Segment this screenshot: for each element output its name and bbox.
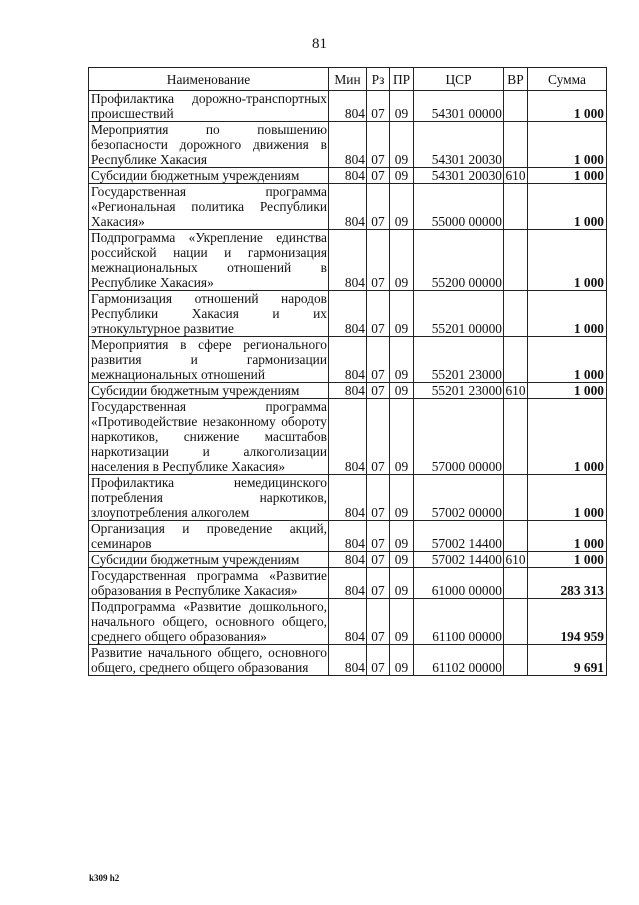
row-vr (504, 291, 528, 337)
row-csr: 61000 00000 (414, 568, 504, 599)
footer-code: k309 h2 (89, 873, 120, 883)
row-pr: 09 (390, 230, 414, 291)
row-min: 804 (329, 291, 367, 337)
header-name: Наименование (89, 68, 329, 91)
row-min: 804 (329, 383, 367, 399)
row-sum: 1 000 (528, 91, 607, 122)
row-name: Подпрограмма «Укрепление единства российской нации и гармонизация межнациональных отношений в Республике Хакасия» (89, 230, 329, 291)
row-sum: 1 000 (528, 399, 607, 475)
row-name: Субсидии бюджетным учреждениям (89, 552, 329, 568)
row-min: 804 (329, 122, 367, 168)
row-pr: 09 (390, 122, 414, 168)
table-row (89, 599, 607, 645)
row-min: 804 (329, 168, 367, 184)
row-csr: 61102 00000 (414, 645, 504, 676)
row-vr: 610 (505, 552, 526, 567)
row-vr (504, 521, 528, 552)
header-pr: ПР (390, 68, 414, 91)
row-csr: 55201 23000 (414, 383, 504, 399)
row-min: 804 (329, 552, 367, 568)
row-name: Субсидии бюджетным учреждениям (89, 383, 329, 399)
row-sum: 1 000 (528, 168, 607, 184)
table-row (89, 230, 607, 291)
row-sum: 1 000 (528, 337, 607, 383)
row-name: Мероприятия по повышению безопасности дорожного движения в Республике Хакасия (89, 122, 329, 168)
row-vr (504, 230, 528, 291)
table-row (89, 122, 607, 168)
row-min: 804 (329, 337, 367, 383)
row-min: 804 (329, 568, 367, 599)
row-csr: 54301 00000 (414, 91, 504, 122)
table-row (89, 552, 607, 568)
row-pr: 09 (390, 184, 414, 230)
row-rz: 07 (367, 475, 390, 521)
row-rz: 07 (367, 645, 390, 676)
row-sum: 1 000 (528, 184, 607, 230)
row-name: Государственная программа «Противодействие незаконному обороту наркотиков, снижение масштабов наркотизации и алкоголизации населения в Республике Хакасия» (89, 399, 329, 475)
row-rz: 07 (367, 91, 390, 122)
row-pr: 09 (390, 475, 414, 521)
row-pr: 09 (390, 521, 414, 552)
row-min: 804 (329, 521, 367, 552)
row-csr: 57002 14400 (414, 521, 504, 552)
row-name: Гармонизация отношений народов Республики Хакасия и их этнокультурное развитие (89, 291, 329, 337)
row-name: Государственная программа «Региональная политика Республики Хакасия» (89, 184, 329, 230)
row-name: Профилактика немедицинского потребления наркотиков, злоупотребления алкоголем (89, 475, 329, 521)
row-sum: 1 000 (528, 521, 607, 552)
row-csr: 61100 00000 (414, 599, 504, 645)
table-row (89, 168, 607, 184)
row-pr: 09 (390, 552, 414, 568)
header-vr: ВР (504, 68, 528, 91)
row-sum: 1 000 (528, 552, 607, 568)
row-pr: 09 (390, 399, 414, 475)
row-min: 804 (329, 91, 367, 122)
table-row (89, 568, 607, 599)
table-row (89, 475, 607, 521)
row-rz: 07 (367, 122, 390, 168)
row-min: 804 (329, 230, 367, 291)
table-row (89, 337, 607, 383)
row-pr: 09 (390, 383, 414, 399)
row-name: Подпрограмма «Развитие дошкольного, начального общего, основного общего, среднего общего образования» (89, 599, 329, 645)
row-rz: 07 (367, 184, 390, 230)
row-min: 804 (329, 399, 367, 475)
row-pr: 09 (390, 91, 414, 122)
row-vr (504, 337, 528, 383)
row-vr (504, 91, 528, 122)
row-name: Организация и проведение акций, семинаров (89, 521, 329, 552)
row-rz: 07 (367, 599, 390, 645)
row-sum: 1 000 (528, 122, 607, 168)
header-csr: ЦСР (414, 68, 504, 91)
row-pr: 09 (390, 168, 414, 184)
row-vr (504, 645, 528, 676)
budget-table (88, 67, 607, 676)
row-csr: 54301 20030 (414, 122, 504, 168)
row-vr: 610 (505, 168, 526, 183)
row-sum: 1 000 (528, 475, 607, 521)
row-vr (504, 399, 528, 475)
row-pr: 09 (390, 291, 414, 337)
row-rz: 07 (367, 337, 390, 383)
row-rz: 07 (367, 521, 390, 552)
row-csr: 55201 23000 (414, 337, 504, 383)
row-min: 804 (329, 599, 367, 645)
table-row (89, 184, 607, 230)
row-name: Развитие начального общего, основного общего, среднего общего образования (89, 645, 329, 676)
row-csr: 57000 00000 (414, 399, 504, 475)
row-rz: 07 (367, 399, 390, 475)
header-rz: Рз (367, 68, 390, 91)
table-header-row (89, 68, 607, 91)
row-name: Государственная программа «Развитие образования в Республике Хакасия» (89, 568, 329, 599)
row-name: Профилактика дорожно-транспортных происшествий (89, 91, 329, 122)
table-row (89, 383, 607, 399)
row-sum: 9 691 (528, 645, 607, 676)
row-pr: 09 (390, 337, 414, 383)
header-sum: Сумма (528, 68, 607, 91)
table-row (89, 645, 607, 676)
row-rz: 07 (367, 383, 390, 399)
row-pr: 09 (390, 568, 414, 599)
table-row (89, 291, 607, 337)
row-csr: 57002 14400 (414, 552, 504, 568)
table-row (89, 399, 607, 475)
row-rz: 07 (367, 552, 390, 568)
row-sum: 1 000 (528, 230, 607, 291)
row-rz: 07 (367, 168, 390, 184)
row-vr: 610 (505, 383, 526, 398)
row-sum: 283 313 (528, 568, 607, 599)
row-rz: 07 (367, 291, 390, 337)
row-sum: 194 959 (528, 599, 607, 645)
row-csr: 55000 00000 (414, 184, 504, 230)
row-pr: 09 (390, 645, 414, 676)
row-csr: 55200 00000 (414, 230, 504, 291)
row-vr (504, 475, 528, 521)
row-sum: 1 000 (528, 383, 607, 399)
table-row (89, 521, 607, 552)
row-rz: 07 (367, 230, 390, 291)
row-min: 804 (329, 184, 367, 230)
row-vr (504, 568, 528, 599)
row-csr: 54301 20030 (414, 168, 504, 184)
row-name: Субсидии бюджетным учреждениям (89, 168, 329, 184)
row-min: 804 (329, 645, 367, 676)
row-vr (504, 599, 528, 645)
page-number: 81 (312, 36, 327, 52)
row-vr (504, 122, 528, 168)
header-min: Мин (329, 68, 367, 91)
row-sum: 1 000 (528, 291, 607, 337)
row-name: Мероприятия в сфере регионального развития и гармонизации межнациональных отношений (89, 337, 329, 383)
row-min: 804 (329, 475, 367, 521)
row-vr (504, 184, 528, 230)
row-rz: 07 (367, 568, 390, 599)
table-row (89, 91, 607, 122)
row-csr: 57002 00000 (414, 475, 504, 521)
row-pr: 09 (390, 599, 414, 645)
row-csr: 55201 00000 (414, 291, 504, 337)
